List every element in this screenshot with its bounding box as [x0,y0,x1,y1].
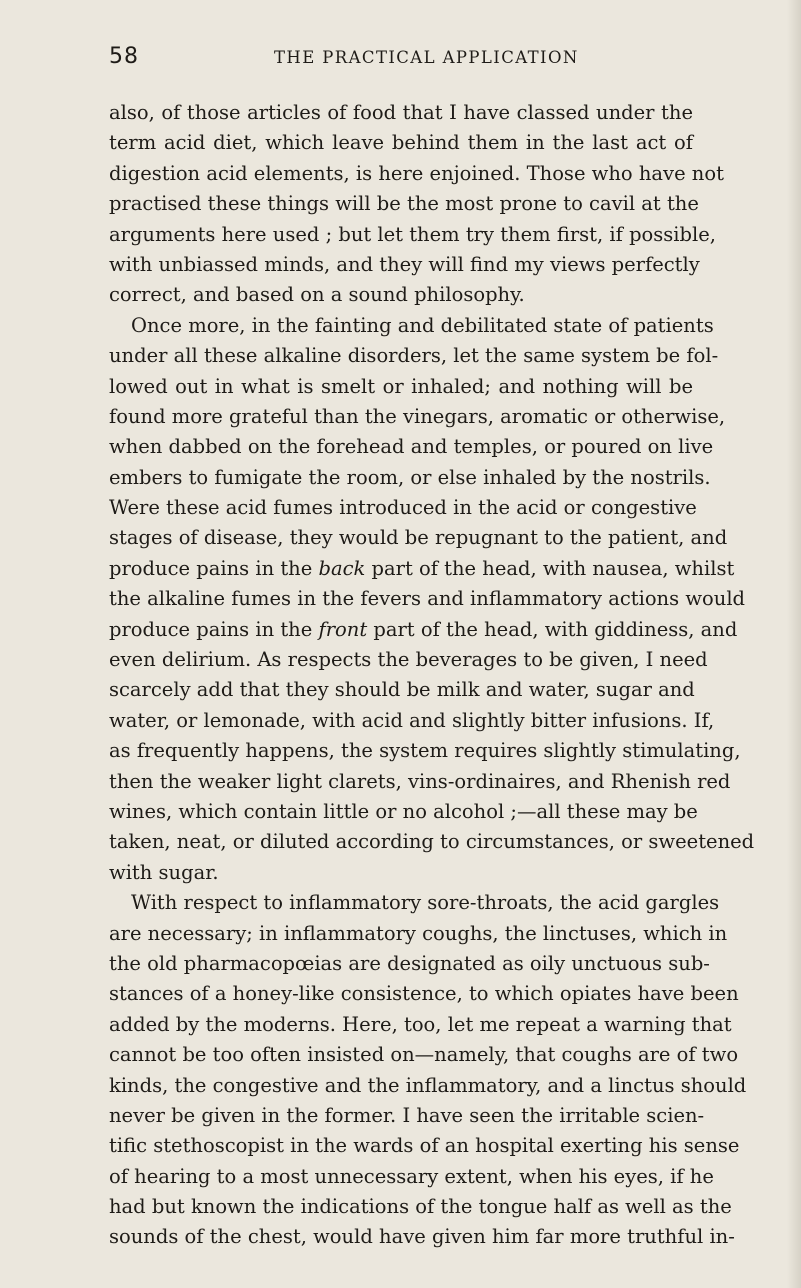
text-line: even delirium. As respects the beverages to be given, I need [109,648,708,672]
text-line: taken, neat, or diluted according to circumstances, or sweetened [109,830,755,854]
text-line: had but known the indications of the tongue half as well as the [109,1195,732,1219]
page-edge-shadow [787,0,801,1288]
emphasis-front: front [318,617,368,641]
text-line: water, or lemonade, with acid and slightly bitter infusions. If, [109,708,715,732]
text-line: of hearing to a most unnecessary extent, when his eyes, if he [109,1164,714,1188]
page-number: 58 [109,44,139,69]
text-line: then the weaker light clarets, vins-ordinaires, and Rhenish red [109,769,731,793]
text-line: stances of a honey-like consistence, to which opiates have been [109,982,739,1006]
text-line: also, of those articles of food that I have classed under the [109,101,693,124]
running-title: THE PRACTICAL APPLICATION [274,48,579,67]
text-line: with sugar. [109,860,219,884]
text-line: wines, which contain little or no alcohol ;—all these may be [109,799,698,823]
text-line: embers to fumigate the room, or else inhaled by the nostrils. [109,465,711,489]
text-line: tific stethoscopist in the wards of an hospital exerting his sense [109,1134,740,1158]
text-line: Were these acid fumes introduced in the acid or congestive [109,496,697,520]
text-line [109,554,735,584]
text-line: sounds of the chest, would have given him far more truthful in- [109,1225,735,1249]
text-line: found more grateful than the vinegars, aromatic or otherwise, [109,404,726,428]
text-segment: part of the head, with nausea, whilst [365,556,735,580]
text-segment: part of the head, with giddiness, and [367,617,738,641]
text-line: arguments here used ; but let them try them first, if possible, [109,222,716,246]
text-line [109,615,738,645]
body-text [109,98,755,1253]
text-line: practised these things will be the most prone to cavil at the [109,192,699,216]
text-line: scarcely add that they should be milk and water, sugar and [109,678,695,702]
text-segment: produce pains in the [109,617,319,641]
text-line: kinds, the congestive and the inflammatory, and a linctus should [109,1073,747,1097]
emphasis-back: back [318,556,366,580]
text-line: the old pharmacopœias are designated as oily unctuous sub- [109,951,710,975]
page-header [109,44,693,80]
text-line: lowed out in what is smelt or inhaled; and nothing will be [109,374,693,398]
text-line: never be given in the former. I have seen the irritable scien- [109,1103,705,1127]
text-line: are necessary; in inflammatory coughs, the linctuses, which in [109,921,728,945]
text-line: with unbiassed minds, and they will find my views perfectly [109,252,700,276]
text-line: the alkaline fumes in the fevers and inflammatory actions would [109,587,746,611]
paragraph-start-line: Once more, in the fainting and debilitated state of patients [131,313,714,337]
text-line: stages of disease, they would be repugnant to the patient, and [109,526,728,550]
text-line: term acid diet, which leave behind them in the last act of [109,131,693,155]
text-line: as frequently happens, the system requires slightly stimulating, [109,739,741,763]
text-line: when dabbed on the forehead and temples, or poured on live [109,435,714,459]
text-segment: produce pains in the [109,556,319,580]
text-line: digestion acid elements, is here enjoined. Those who have not [109,161,724,185]
text-line: correct, and based on a sound philosophy. [109,283,525,307]
text-line: cannot be too often insisted on—namely, that coughs are of two [109,1043,739,1067]
text-line: under all these alkaline disorders, let the same system be fol- [109,344,719,368]
text-line: added by the moderns. Here, too, let me repeat a warning that [109,1012,732,1036]
paragraph-start-line: With respect to inflammatory sore-throats, the acid gargles [131,891,720,915]
